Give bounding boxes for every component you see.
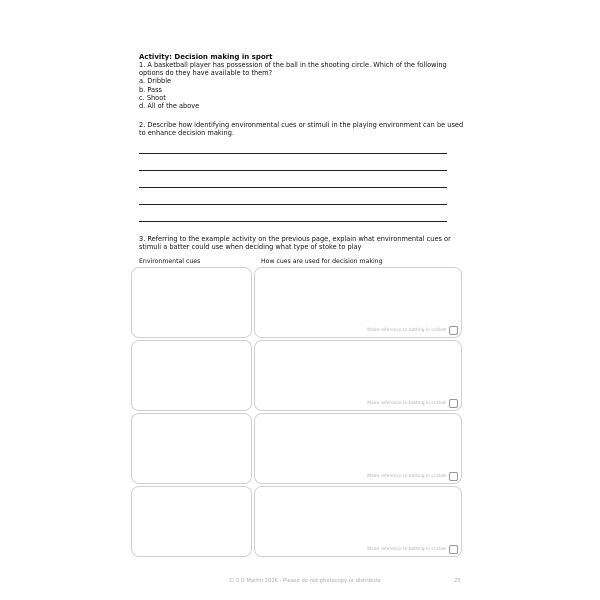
- option-b: b. Pass: [139, 85, 162, 94]
- option-a: a. Dribble: [139, 77, 172, 86]
- criterion-checkbox[interactable]: [449, 545, 458, 554]
- decision-answer-box-4[interactable]: [254, 486, 462, 557]
- decision-answer-box-1[interactable]: [254, 267, 462, 338]
- copyright-notice: © S D Martin 2026 - Please do not photocopy or distribute: [229, 578, 381, 584]
- cue-answer-box-1[interactable]: [131, 267, 252, 338]
- marking-criterion-4: [367, 545, 458, 554]
- marking-criterion-1: [367, 326, 458, 335]
- marking-criterion-2: [367, 399, 458, 408]
- answer-line-2[interactable]: [139, 170, 447, 171]
- cue-answer-box-3[interactable]: [131, 413, 252, 484]
- criterion-checkbox[interactable]: [449, 399, 458, 408]
- question-2-text: 2. Describe how identifying environmental cues or stimuli in the playing environment can be used to enhance decision making.: [139, 121, 464, 138]
- criterion-checkbox[interactable]: [449, 472, 458, 481]
- answer-line-5[interactable]: [139, 221, 447, 222]
- option-d: d. All of the above: [139, 102, 200, 111]
- decision-answer-box-2[interactable]: [254, 340, 462, 411]
- question-1: [139, 61, 469, 110]
- answer-line-1[interactable]: [139, 153, 447, 154]
- cue-answer-box-4[interactable]: [131, 486, 252, 557]
- answer-line-3[interactable]: [139, 187, 447, 188]
- criterion-label: Made reference to batting in cricket: [367, 328, 446, 333]
- decision-answer-box-3[interactable]: [254, 413, 462, 484]
- marking-criterion-3: [367, 472, 458, 481]
- answer-line-4[interactable]: [139, 204, 447, 205]
- column-label-environmental-cues: Environmental cues: [139, 258, 201, 265]
- page-number: 25: [454, 578, 461, 584]
- criterion-label: Made reference to batting in cricket: [367, 547, 446, 552]
- criterion-label: Made reference to batting in cricket: [367, 474, 446, 479]
- option-c: c. Shoot: [139, 93, 166, 102]
- question-1-text: 1. A basketball player has possession of the ball in the shooting circle. Which of the following options do they have available to them?: [139, 61, 447, 78]
- cue-answer-box-2[interactable]: [131, 340, 252, 411]
- column-label-decision-making: How cues are used for decision making: [261, 258, 383, 265]
- question-3-text: 3. Referring to the example activity on the previous page, explain what environmental cues or stimuli a batter could use when deciding what type of stoke to play: [139, 235, 451, 252]
- criterion-checkbox[interactable]: [449, 326, 458, 335]
- criterion-label: Made reference to batting in cricket: [367, 401, 446, 406]
- activity-heading: Activity: Decision making in sport: [139, 53, 273, 61]
